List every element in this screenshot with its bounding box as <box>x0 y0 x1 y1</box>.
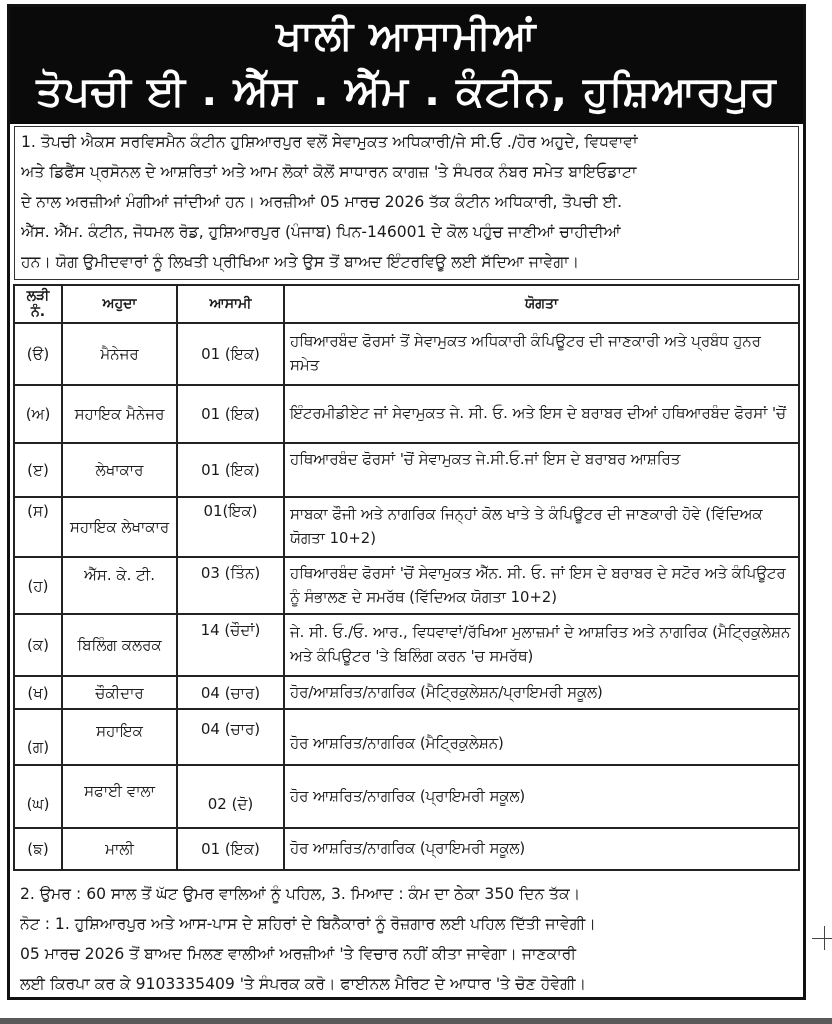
qualification-cell: ਜੇ. ਸੀ. ਓ./ਓ. ਆਰ., ਵਿਧਵਾਵਾਂ/ਰੱਖਿਆ ਮੁਲਾਜ਼ਮਾਂ ਦੇ ਆਸ਼ਰਿਤ ਅਤੇ ਨਾਗਰਿਕ (ਮੈਟ੍ਰਿਕੁਲੇਸ਼ਨ ਅਤੇ ਕੰਪਿਊਟਰ 'ਤੇ ਬਿਲਿੰਗ ਕਰਨ 'ਚ ਸਮਰੱਥ) <box>284 614 799 676</box>
qualification-cell: ਹਥਿਆਰਬੰਦ ਫੋਰਸਾਂ 'ਚੋਂ ਸੇਵਾਮੁਕਤ ਜੇ.ਸੀ.ਓ.ਜਾਂ ਇਸ ਦੇ ਬਰਾਬਰ ਆਸ਼ਰਿਤ <box>284 443 799 497</box>
serial-cell: (ਗ) <box>14 709 62 765</box>
crop-mark-icon <box>812 938 832 939</box>
table-row <box>14 385 799 443</box>
intro-line: ਐੱਸ. ਐੱਮ. ਕੰਟੀਨ, ਜੋਧਮਲ ਰੋਡ, ਹੁਸ਼ਿਆਰਪੁਰ (ਪੰਜਾਬ) ਪਿਨ-146001 ਦੇ ਕੋਲ ਪਹੁੰਚ ਜਾਣੀਆਂ ਚਾਹੀਦੀਆਂ <box>21 223 621 241</box>
qualification-cell: ਹੋਰ/ਆਸ਼ਰਿਤ/ਨਾਗਰਿਕ (ਮੈਟ੍ਰਿਕੁਲੇਸ਼ਨ/ਪ੍ਰਾਇਮਰੀ ਸਕੂਲ) <box>284 676 799 709</box>
post-cell: ਲੇਖਾਕਾਰ <box>62 443 177 497</box>
notes-line: ਲਈ ਕਿਰਪਾ ਕਰ ਕੇ 9103335409 'ਤੇ ਸੰਪਰਕ ਕਰੋ। ਫਾਈਨਲ ਮੈਰਿਟ ਦੇ ਆਧਾਰ 'ਤੇ ਚੋਣ ਹੋਵੇਗੀ। <box>20 975 587 993</box>
post-cell: ਬਿਲਿੰਗ ਕਲਰਕ <box>62 614 177 676</box>
intro-line: ਦੇ ਨਾਲ ਅਰਜ਼ੀਆਂ ਮੰਗੀਆਂ ਜਾਂਦੀਆਂ ਹਨ। ਅਰਜ਼ੀਆਂ 05 ਮਾਰਚ 2026 ਤੱਕ ਕੰਟੀਨ ਅਧਿਕਾਰੀ, ਤੋਪਚੀ ਈ. <box>21 193 623 211</box>
title-banner <box>10 7 803 124</box>
post-cell: ਸਹਾਇਕ ਲੇਖਾਕਾਰ <box>62 497 177 557</box>
post-cell: ਚੌਕੀਦਾਰ <box>62 676 177 709</box>
table-row <box>14 614 799 676</box>
table-header-row <box>14 285 799 323</box>
table-row <box>14 828 799 870</box>
qualification-cell: ਹੋਰ ਆਸ਼ਰਿਤ/ਨਾਗਰਿਕ (ਪ੍ਰਾਇਮਰੀ ਸਕੂਲ) <box>284 765 799 828</box>
header-vacancies: ਆਸਾਮੀ <box>177 285 284 323</box>
serial-cell: (ਖ) <box>14 676 62 709</box>
vacancy-cell: 01 (ਇਕ) <box>177 828 284 870</box>
intro-line: ਹਨ। ਯੋਗ ਉਮੀਦਵਾਰਾਂ ਨੂੰ ਲਿਖਤੀ ਪ੍ਰੀਖਿਆ ਅਤੇ ਉਸ ਤੋਂ ਬਾਅਦ ਇੰਟਰਵਿਊ ਲਈ ਸੱਦਿਆ ਜਾਵੇਗਾ। <box>21 253 580 271</box>
qualification-cell: ਹੋਰ ਆਸ਼ਰਿਤ/ਨਾਗਰਿਕ (ਪ੍ਰਾਇਮਰੀ ਸਕੂਲ) <box>284 828 799 870</box>
vacancy-cell: 01 (ਇਕ) <box>177 443 284 497</box>
serial-cell: (ਸ) <box>14 497 62 557</box>
vacancy-cell: 14 (ਚੌਦਾਂ) <box>177 614 284 676</box>
post-cell: ਮੈਨੇਜਰ <box>62 323 177 385</box>
notes-section <box>14 877 799 997</box>
qualification-cell: ਹਥਿਆਰਬੰਦ ਫੋਰਸਾਂ 'ਚੋਂ ਸੇਵਾਮੁਕਤ ਐੱਨ. ਸੀ. ਓ. ਜਾਂ ਇਸ ਦੇ ਬਰਾਬਰ ਦੇ ਸਟੋਰ ਅਤੇ ਕੰਪਿਊਟਰ ਨੂੰ ਸੰਭਾਲਣ ਦੇ ਸਮਰੱਥ (ਵਿੱਦਿਅਕ ਯੋਗਤਾ 10+2) <box>284 557 799 614</box>
vacancy-table <box>13 284 800 871</box>
serial-cell: (ਅ) <box>14 385 62 443</box>
serial-cell: (ਙ) <box>14 828 62 870</box>
table-row <box>14 676 799 709</box>
intro-line: ਅਤੇ ਡਿਫੈਂਸ ਪ੍ਰਸੋਨਲ ਦੇ ਆਸ਼ਰਿਤਾਂ ਅਤੇ ਆਮ ਲੋਕਾਂ ਕੋਲੋਂ ਸਾਧਾਰਨ ਕਾਗਜ਼ 'ਤੇ ਸੰਪਰਕ ਨੰਬਰ ਸਮੇਤ ਬਾਇਓਡਾਟਾ <box>21 163 637 181</box>
notes-line: 05 ਮਾਰਚ 2026 ਤੋਂ ਬਾਅਦ ਮਿਲਣ ਵਾਲੀਆਂ ਅਰਜ਼ੀਆਂ 'ਤੇ ਵਿਚਾਰ ਨਹੀਂ ਕੀਤਾ ਜਾਵੇਗਾ। ਜਾਣਕਾਰੀ <box>20 945 577 963</box>
serial-cell: (ਕ) <box>14 614 62 676</box>
intro-line: 1. ਤੋਪਚੀ ਐਕਸ ਸਰਵਿਸਮੈਨ ਕੰਟੀਨ ਹੁਸ਼ਿਆਰਪੁਰ ਵਲੋਂ ਸੇਵਾਮੁਕਤ ਅਧਿਕਾਰੀ/ਜੇ ਸੀ.ਓ ./ਹੋਰ ਅਹੁਦੇ, ਵਿਧਵਾਵਾਂ <box>21 133 638 151</box>
notes-line: ਨੋਟ : 1. ਹੁਸ਼ਿਆਰਪੁਰ ਅਤੇ ਆਸ-ਪਾਸ ਦੇ ਸ਼ਹਿਰਾਂ ਦੇ ਬਿਨੈਕਾਰਾਂ ਨੂੰ ਰੋਜ਼ਗਾਰ ਲਈ ਪਹਿਲ ਦਿੱਤੀ ਜਾਵੇਗੀ। <box>20 915 596 933</box>
vacancy-cell: 03 (ਤਿੰਨ) <box>177 557 284 614</box>
post-cell: ਐੱਸ. ਕੇ. ਟੀ. <box>62 557 177 614</box>
vacancy-cell: 01(ਇਕ) <box>177 497 284 557</box>
vacancy-cell: 04 (ਚਾਰ) <box>177 676 284 709</box>
qualification-cell: ਹੋਰ ਆਸ਼ਰਿਤ/ਨਾਗਰਿਕ (ਮੈਟ੍ਰਿਕੁਲੇਸ਼ਨ) <box>284 709 799 765</box>
post-cell: ਸਹਾਇਕ <box>62 709 177 765</box>
intro-paragraph <box>14 126 799 280</box>
notes-line: 2. ਉਮਰ : 60 ਸਾਲ ਤੋਂ ਘੱਟ ਉਮਰ ਵਾਲਿਆਂ ਨੂੰ ਪਹਿਲ, 3. ਮਿਆਦ : ਕੰਮ ਦਾ ਠੇਕਾ 350 ਦਿਨ ਤੱਕ। <box>20 885 581 903</box>
qualification-cell: ਹਥਿਆਰਬੰਦ ਫੋਰਸਾਂ ਤੋਂ ਸੇਵਾਮੁਕਤ ਅਧਿਕਾਰੀ ਕੰਪਿਊਟਰ ਦੀ ਜਾਣਕਾਰੀ ਅਤੇ ਪ੍ਰਬੰਧ ਹੁਨਰ ਸਮੇਤ <box>284 323 799 385</box>
serial-cell: (ੲ) <box>14 443 62 497</box>
table-row <box>14 765 799 828</box>
banner-title: ਖਾਲੀ ਆਸਾਮੀਆਂ <box>276 13 537 59</box>
header-serial: ਲੜੀ ਨੰ. <box>14 285 62 323</box>
table-row <box>14 557 799 614</box>
post-cell: ਸਹਾਇਕ ਮੈਨੇਜਰ <box>62 385 177 443</box>
serial-cell: (ਘ) <box>14 765 62 828</box>
banner-subtitle: ਤੋਪਚੀ ਈ . ਐੱਸ . ਐੱਮ . ਕੰਟੀਨ, ਹੁਸ਼ਿਆਰਪੁਰ <box>36 67 777 115</box>
header-qualification: ਯੋਗਤਾ <box>284 285 799 323</box>
vacancy-cell: 04 (ਚਾਰ) <box>177 709 284 765</box>
header-post: ਅਹੁਦਾ <box>62 285 177 323</box>
vacancy-cell: 02 (ਦੋ) <box>177 765 284 828</box>
serial-cell: (ੳ) <box>14 323 62 385</box>
post-cell: ਮਾਲੀ <box>62 828 177 870</box>
table-row <box>14 497 799 557</box>
post-cell: ਸਫਾਈ ਵਾਲਾ <box>62 765 177 828</box>
qualification-cell: ਇੰਟਰਮੀਡੀਏਟ ਜਾਂ ਸੇਵਾਮੁਕਤ ਜੇ. ਸੀ. ਓ. ਅਤੇ ਇਸ ਦੇ ਬਰਾਬਰ ਦੀਆਂ ਹਥਿਆਰਬੰਦ ਫੋਰਸਾਂ 'ਚੋਂ <box>284 385 799 443</box>
table-row <box>14 443 799 497</box>
serial-cell: (ਹ) <box>14 557 62 614</box>
vacancy-cell: 01 (ਇਕ) <box>177 385 284 443</box>
crop-mark-icon <box>824 926 825 950</box>
bottom-edge-divider <box>0 1018 832 1024</box>
table-row <box>14 323 799 385</box>
vacancy-cell: 01 (ਇਕ) <box>177 323 284 385</box>
qualification-cell: ਸਾਬਕਾ ਫੌਜੀ ਅਤੇ ਨਾਗਰਿਕ ਜਿਨ੍ਹਾਂ ਕੋਲ ਖਾਤੇ ਤੇ ਕੰਪਿਊਟਰ ਦੀ ਜਾਣਕਾਰੀ ਹੋਵੇ (ਵਿੱਦਿਅਕ ਯੋਗਤਾ 10+2) <box>284 497 799 557</box>
advertisement-frame <box>7 4 806 1000</box>
table-row <box>14 709 799 765</box>
